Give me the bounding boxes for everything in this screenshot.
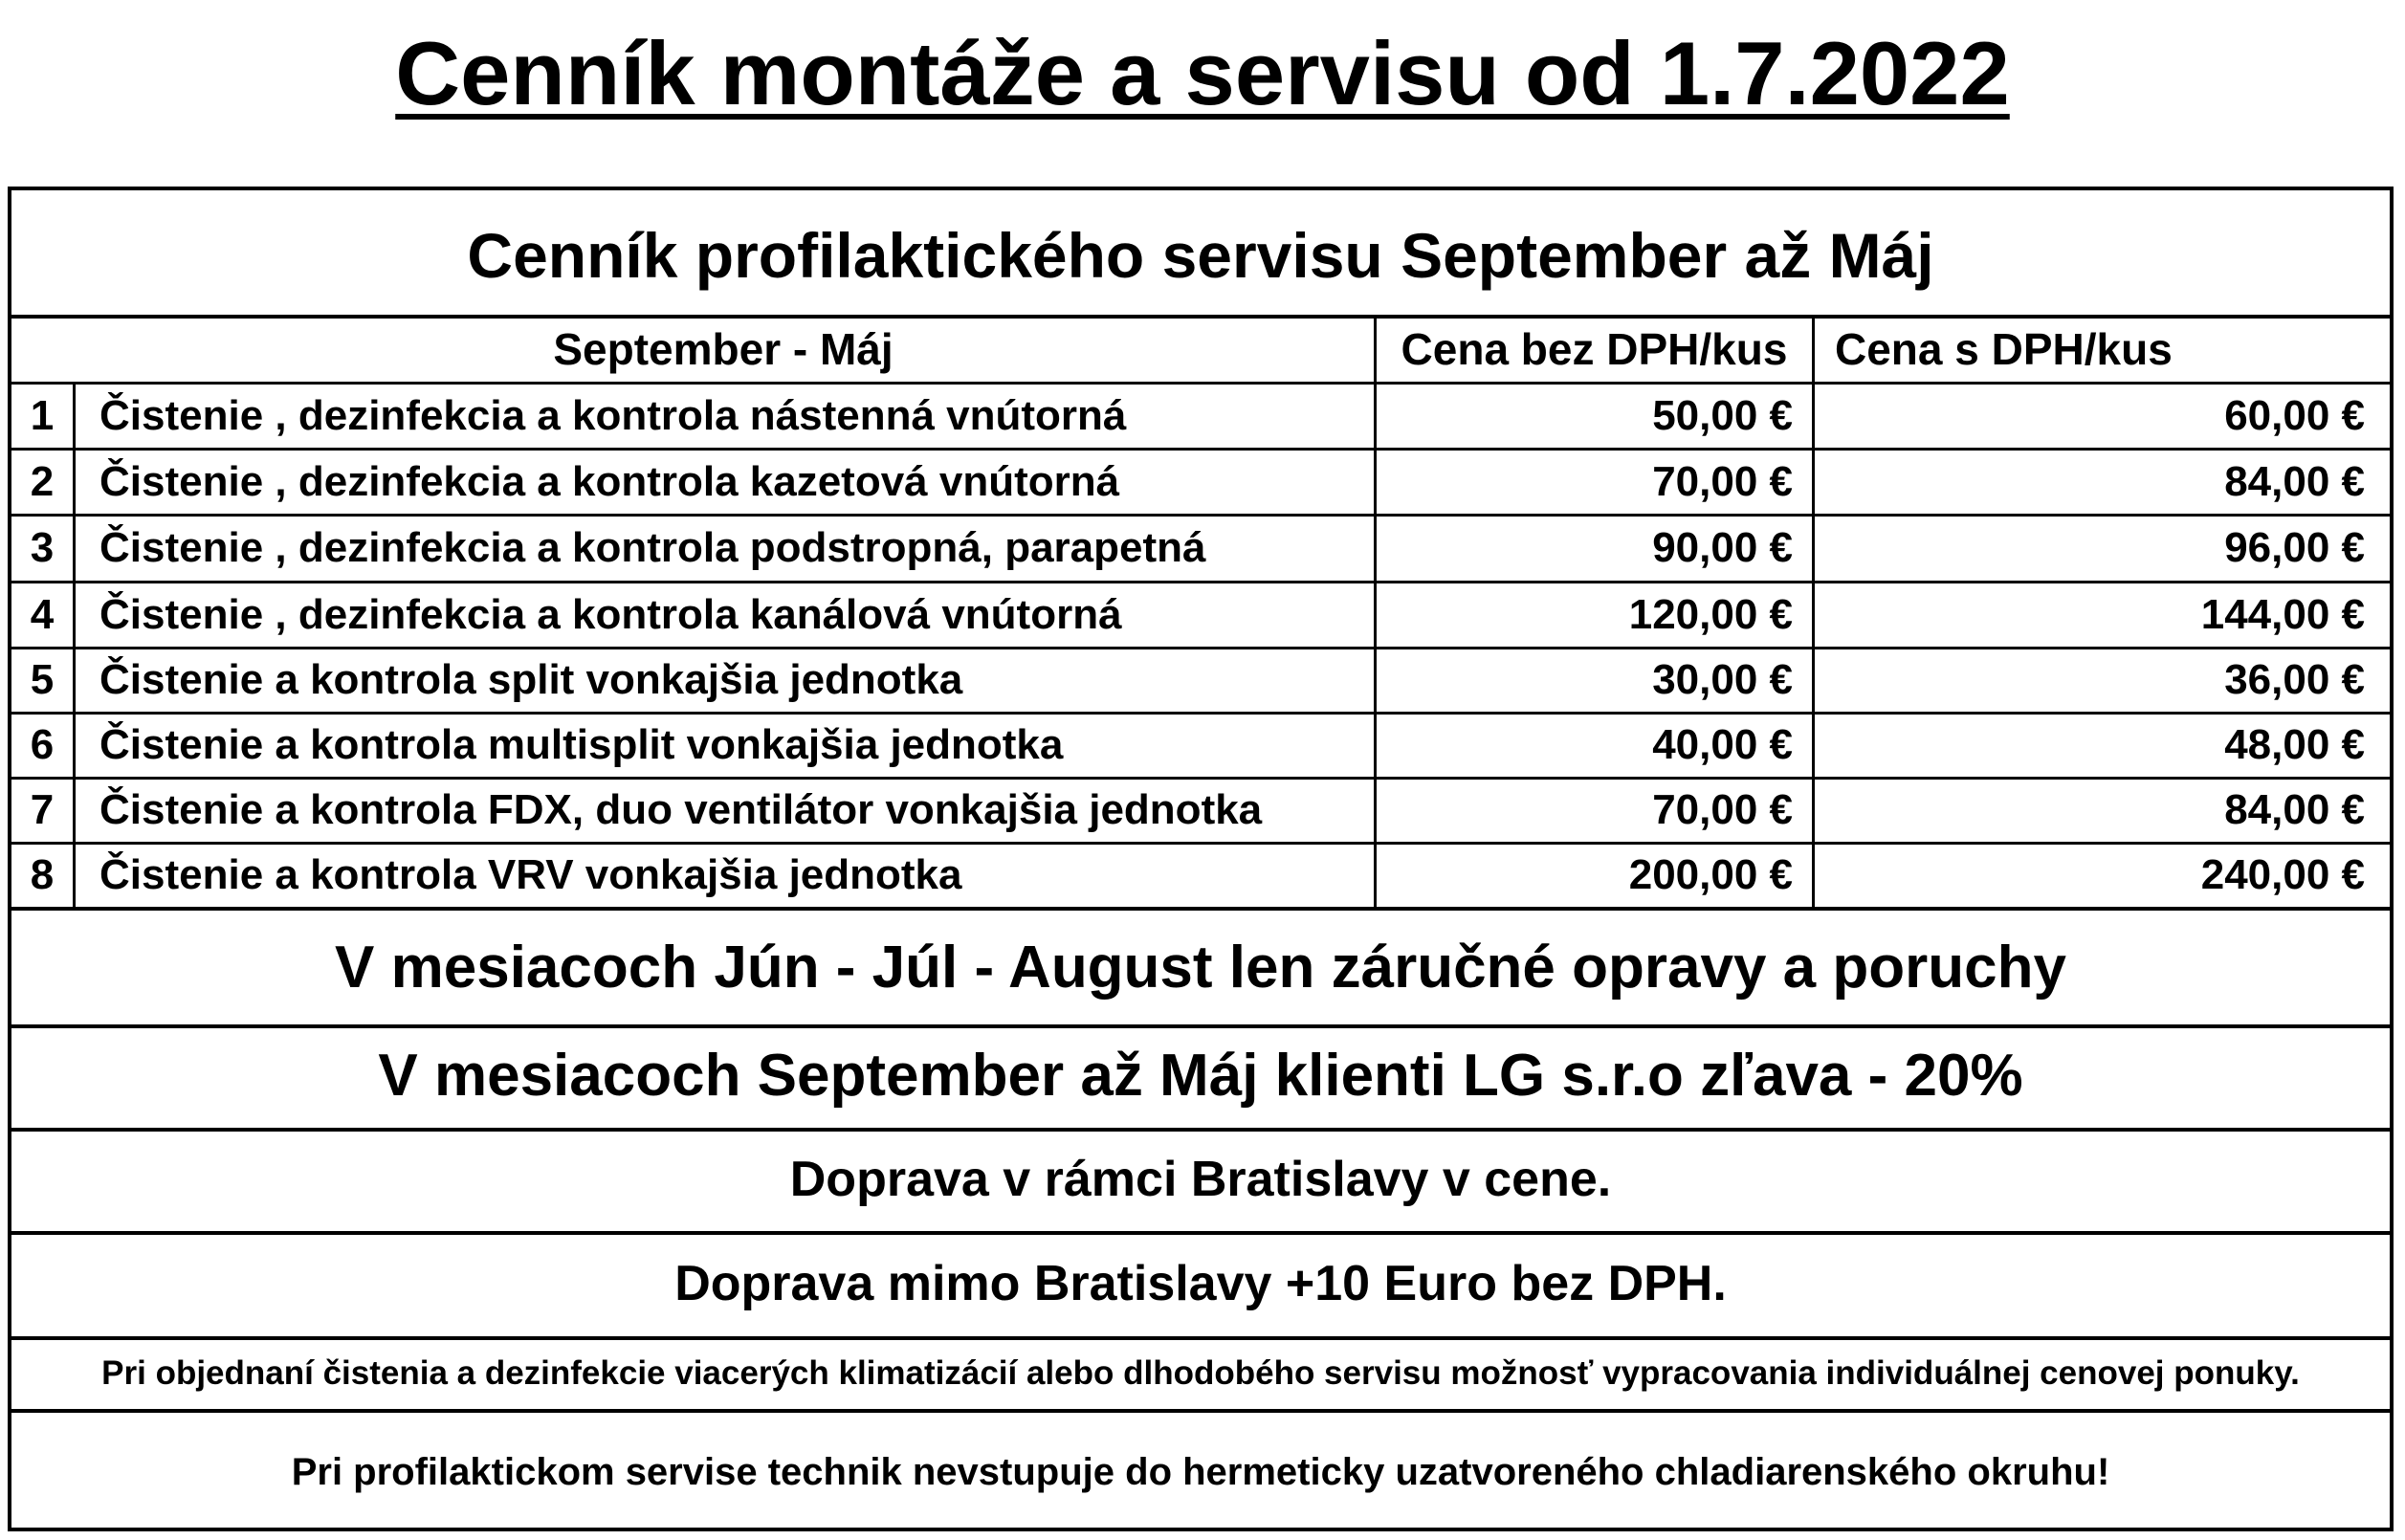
- row-price-gross: 84,00 €: [2224, 458, 2365, 505]
- row-number: 4: [30, 591, 55, 638]
- column-divider: [1812, 315, 1815, 907]
- row-price-gross: 144,00 €: [2200, 591, 2365, 638]
- divider: [11, 1409, 2390, 1413]
- row-number: 8: [30, 851, 55, 898]
- individual-offer-note: Pri objednaní čistenia a dezinfekcie viacerých klimatizácií alebo dlhodobého servisu možnosť vypracovania individuálnej cenovej ponuky.: [101, 1354, 2300, 1392]
- row-service-label: Čistenie , dezinfekcia a kontrola podstropná, parapetná: [99, 524, 1206, 571]
- row-service-label: Čistenie a kontrola split vonkajšia jednotka: [99, 656, 963, 703]
- row-price-net: 200,00 €: [1628, 851, 1793, 898]
- row-price-gross: 84,00 €: [2224, 786, 2365, 833]
- row-price-gross: 48,00 €: [2224, 721, 2365, 768]
- row-number: 2: [30, 458, 55, 505]
- transport-out-note: Doprava mimo Bratislavy +10 Euro bez DPH.: [674, 1256, 1727, 1311]
- row-price-net: 120,00 €: [1628, 591, 1793, 638]
- row-service-label: Čistenie a kontrola VRV vonkajšia jednotka: [99, 851, 962, 898]
- column-header-price-gross: Cena s DPH/kus: [1835, 324, 2173, 374]
- page-title: Cenník montáže a servisu od 1.7.2022: [395, 23, 2010, 123]
- row-price-net: 50,00 €: [1652, 392, 1793, 439]
- row-service-label: Čistenie a kontrola FDX, duo ventilátor vonkajšia jednotka: [99, 786, 1263, 833]
- row-number: 3: [30, 524, 55, 571]
- hermetic-note: Pri profilaktickom servise technik nevstupuje do hermeticky uzatvoreného chladiarenského okruhu!: [291, 1451, 2110, 1493]
- row-price-net: 30,00 €: [1652, 656, 1793, 703]
- column-divider: [73, 382, 76, 907]
- row-number: 1: [30, 392, 55, 439]
- column-header-price-net: Cena bez DPH/kus: [1401, 324, 1788, 374]
- column-divider: [1374, 315, 1377, 907]
- row-price-net: 40,00 €: [1652, 721, 1793, 768]
- divider: [11, 907, 2390, 911]
- row-service-label: Čistenie , dezinfekcia a kontrola kazetová vnútorná: [99, 458, 1120, 505]
- row-price-net: 70,00 €: [1652, 458, 1793, 505]
- row-number: 7: [30, 786, 55, 833]
- row-service-label: Čistenie , dezinfekcia a kontrola nástenná vnútorná: [99, 392, 1127, 439]
- divider: [11, 1024, 2390, 1028]
- section-title: Cenník profilaktického servisu September až Máj: [467, 220, 1934, 291]
- price-list-table: [8, 187, 2394, 1531]
- row-price-gross: 36,00 €: [2224, 656, 2365, 703]
- row-service-label: Čistenie , dezinfekcia a kontrola kanálová vnútorná: [99, 591, 1122, 638]
- discount-note: V mesiacoch September až Máj klienti LG s.r.o zľava - 20%: [378, 1043, 2023, 1109]
- row-price-net: 90,00 €: [1652, 524, 1793, 571]
- divider: [11, 1231, 2390, 1235]
- transport-in-note: Doprava v rámci Bratislavy v cene.: [789, 1152, 1612, 1207]
- row-service-label: Čistenie a kontrola multisplit vonkajšia jednotka: [99, 721, 1064, 768]
- row-price-net: 70,00 €: [1652, 786, 1793, 833]
- row-number: 5: [30, 656, 55, 703]
- column-header-service: September - Máj: [553, 324, 894, 374]
- summer-note: V mesiacoch Jún - Júl - August len záručné opravy a poruchy: [335, 935, 2066, 1001]
- row-number: 6: [30, 721, 55, 768]
- row-price-gross: 240,00 €: [2200, 851, 2365, 898]
- row-price-gross: 96,00 €: [2224, 524, 2365, 571]
- row-price-gross: 60,00 €: [2224, 392, 2365, 439]
